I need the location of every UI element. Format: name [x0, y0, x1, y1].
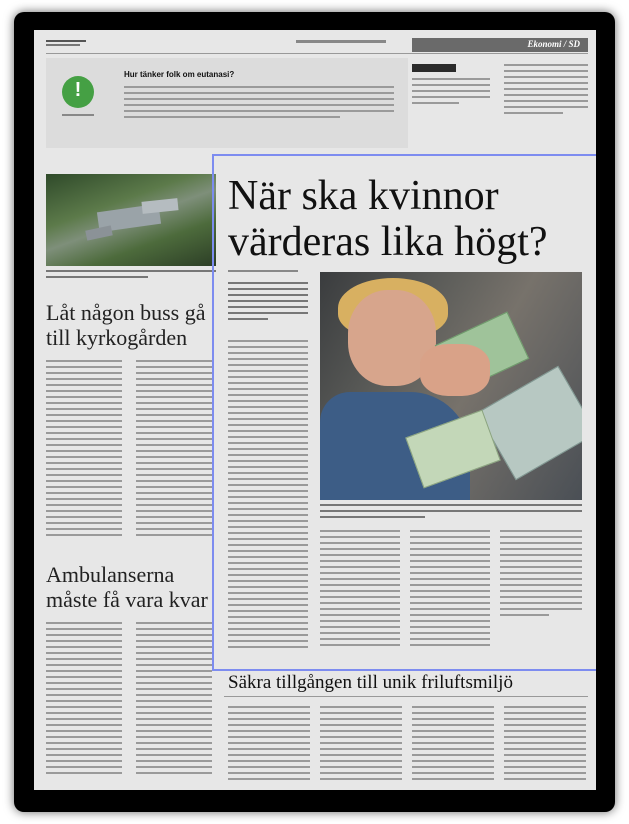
- left-headline-2: Ambulanserna måste få vara kvar: [46, 562, 208, 612]
- bottom-article-col-2: [320, 706, 402, 784]
- left-article2-col-1: [46, 622, 122, 778]
- header-rule: [46, 53, 588, 54]
- main-article-col-4: [500, 530, 582, 620]
- bottom-article-col-3: [412, 706, 494, 784]
- sub-headline: Säkra tillgången till unik friluftsmiljö: [228, 672, 513, 693]
- left-headline-1: Låt någon buss gå till kyrkogården: [46, 300, 206, 350]
- debate-question: Hur tänker folk om eutanasi?: [124, 70, 235, 79]
- building-roof: [85, 225, 113, 240]
- debate-box: [46, 58, 408, 148]
- ingress: [228, 282, 308, 324]
- sidebar-text-1: [412, 78, 490, 108]
- sub-headline-rule: [224, 696, 588, 697]
- debate-body: [124, 86, 394, 122]
- main-article-col-3: [410, 530, 490, 650]
- left-article-col-1: [46, 360, 122, 540]
- badge-caption: [56, 114, 100, 116]
- badge-symbol: !: [74, 79, 82, 101]
- debate-sidebar: [412, 58, 588, 148]
- masthead-lines: [46, 40, 86, 46]
- main-article-col-1: [228, 340, 308, 652]
- section-banner: [412, 38, 588, 52]
- main-headline: När ska kvinnor värderas lika högt?: [228, 173, 548, 265]
- bottom-article-col-4: [504, 706, 586, 784]
- sidebar-text-2: [504, 64, 588, 118]
- bottom-article-col-1: [228, 706, 310, 784]
- aerial-photo: [46, 174, 216, 266]
- person-hand: [420, 344, 490, 396]
- exclamation-icon: [62, 76, 94, 108]
- section-banner-label: Ekonomi / SD: [527, 39, 580, 49]
- byline: [228, 270, 298, 272]
- aerial-photo-caption: [46, 270, 216, 282]
- building-roof: [141, 198, 178, 214]
- main-photo-caption: [320, 504, 582, 522]
- left-article-col-2: [136, 360, 212, 540]
- header-center: [296, 40, 386, 43]
- left-article2-col-2: [136, 622, 212, 778]
- sidebar-tag: [412, 64, 456, 72]
- newspaper-page: [34, 30, 596, 790]
- main-article-col-2: [320, 530, 400, 650]
- main-photo: [320, 272, 582, 500]
